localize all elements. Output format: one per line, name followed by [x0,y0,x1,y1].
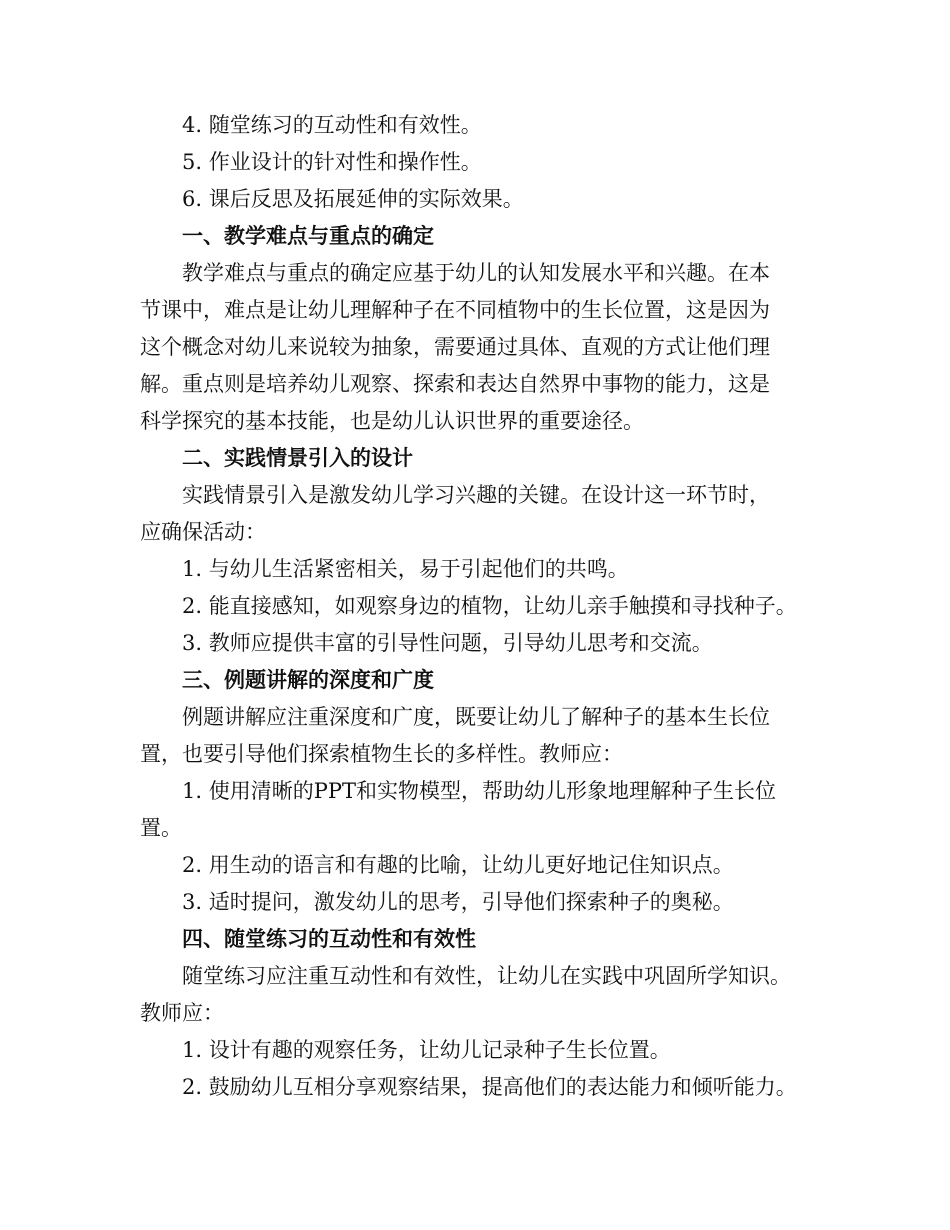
list-item: 6. 课后反思及拓展延伸的实际效果。 [182,187,524,211]
section-heading: 二、实践情景引入的设计 [182,446,413,470]
list-item: 5. 作业设计的针对性和操作性。 [182,150,482,174]
section-heading: 三、例题讲解的深度和广度 [182,668,434,692]
paragraph-line: 解。重点则是培养幼儿观察、探索和表达自然界中事物的能力，这是 [140,372,770,396]
list-item: 1. 设计有趣的观察任务，让幼儿记录种子生长位置。 [182,1038,671,1062]
paragraph-line: 例题讲解应注重深度和广度，既要让幼儿了解种子的基本生长位 [182,705,770,729]
list-item: 1. 与幼儿生活紧密相关，易于引起他们的共鸣。 [182,557,629,581]
paragraph-line: 教学难点与重点的确定应基于幼儿的认知发展水平和兴趣。在本 [182,261,770,285]
paragraph-line: 这个概念对幼儿来说较为抽象，需要通过具体、直观的方式让他们理 [140,335,770,359]
section-heading: 四、随堂练习的互动性和有效性 [182,927,476,951]
paragraph [140,699,830,773]
paragraph [140,255,830,440]
list-item [140,773,830,847]
paragraph-line: 实践情景引入是激发幼儿学习兴趣的关键。在设计这一环节时， [182,483,770,507]
list-item: 4. 随堂练习的互动性和有效性。 [182,113,482,137]
paragraph-line: 节课中，难点是让幼儿理解种子在不同植物中的生长位置，这是因为 [140,298,770,322]
paragraph-line: 教师应： [140,1001,224,1025]
list-item: 3. 教师应提供丰富的引导性问题，引导幼儿思考和交流。 [182,631,713,655]
list-item-line: 置。 [140,816,182,840]
document-body [140,107,830,1106]
list-item: 2. 用生动的语言和有趣的比喻，让幼儿更好地记住知识点。 [182,853,734,877]
list-item-line: 1. 使用清晰的PPT和实物模型，帮助幼儿形象地理解种子生长位 [182,779,776,803]
paragraph-line: 科学探究的基本技能，也是幼儿认识世界的重要途径。 [140,409,644,433]
list-item: 3. 适时提问，激发幼儿的思考，引导他们探索种子的奥秘。 [182,890,734,914]
list-item: 2. 鼓励幼儿互相分享观察结果，提高他们的表达能力和倾听能力。 [182,1075,797,1099]
paragraph-line: 应确保活动： [140,520,266,544]
paragraph [140,477,830,551]
paragraph [140,958,830,1032]
paragraph-line: 置，也要引导他们探索植物生长的多样性。教师应： [140,742,623,766]
list-item: 2. 能直接感知，如观察身边的植物，让幼儿亲手触摸和寻找种子。 [182,594,797,618]
section-heading: 一、教学难点与重点的确定 [182,224,434,248]
paragraph-line: 随堂练习应注重互动性和有效性，让幼儿在实践中巩固所学知识。 [182,964,791,988]
